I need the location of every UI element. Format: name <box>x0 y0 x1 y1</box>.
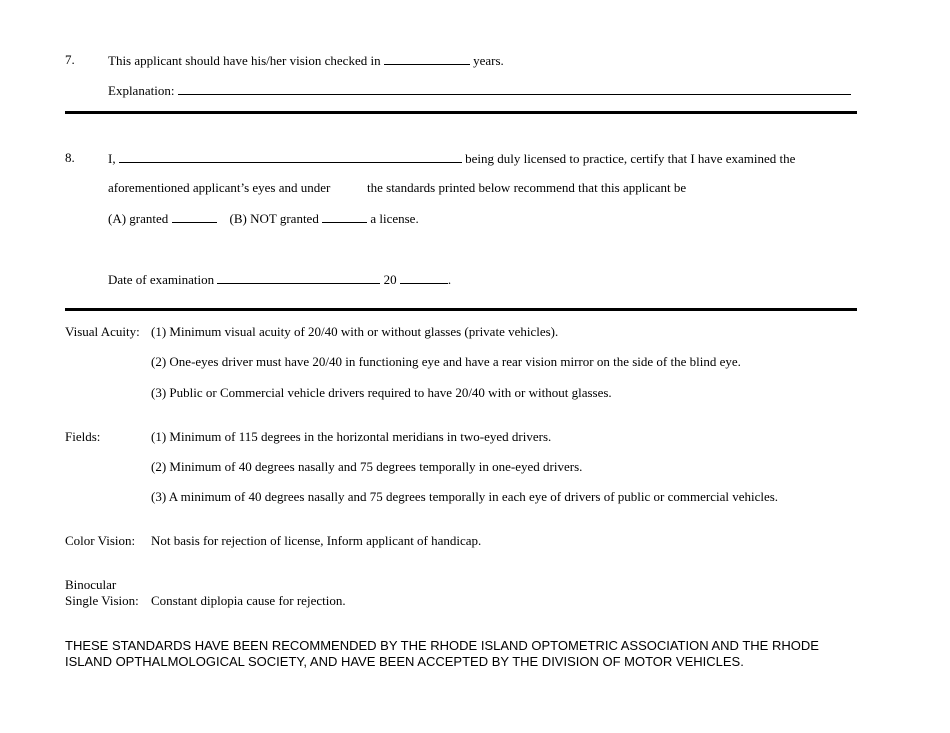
item-8-line2-b: the standards printed below recommend that this applicant be <box>367 180 687 195</box>
visual-acuity-item: (3) Public or Commercial vehicle drivers required to have 20/40 with or without glasses. <box>151 385 612 400</box>
year-suffix: . <box>447 272 452 287</box>
explanation-field[interactable] <box>178 82 851 95</box>
section-divider-2 <box>65 308 857 311</box>
item-7-number: 7. <box>65 52 75 67</box>
binocular-label-line2: Single Vision: <box>65 593 139 608</box>
explanation-label: Explanation: <box>108 83 175 98</box>
date-label: Date of examination <box>108 272 215 287</box>
item-8-line2-a: aforementioned applicant’s eyes and under <box>108 180 331 195</box>
item-8-decision-line <box>108 210 419 226</box>
fields-label: Fields: <box>65 429 101 444</box>
granted-field[interactable] <box>172 210 217 223</box>
item-8-number: 8. <box>65 150 75 165</box>
year-field[interactable] <box>400 271 448 284</box>
years-field[interactable] <box>384 52 470 65</box>
practitioner-name-field[interactable] <box>119 150 462 163</box>
binocular-label-line1: Binocular <box>65 577 117 592</box>
footer-line-2: ISLAND OPTHALMOLOGICAL SOCIETY, AND HAVE BEEN ACCEPTED BY THE DIVISION OF MOTOR VEHICLES. <box>65 654 744 669</box>
granted-label: (A) granted <box>108 211 169 226</box>
date-line <box>108 271 451 287</box>
license-text: a license. <box>370 211 419 226</box>
item-7-text-before: This applicant should have his/her vision checked in <box>108 53 381 68</box>
year-prefix: 20 <box>383 272 397 287</box>
explanation-line <box>108 82 851 98</box>
binocular-text: Constant diplopia cause for rejection. <box>151 593 346 608</box>
not-granted-label: (B) NOT granted <box>229 211 319 226</box>
footer-line-1: THESE STANDARDS HAVE BEEN RECOMMENDED BY THE RHODE ISLAND OPTOMETRIC ASSOCIATION AND THE RHODE <box>65 638 819 653</box>
fields-item: (3) A minimum of 40 degrees nasally and 75 degrees temporally in each eye of drivers of public or commercial vehicles. <box>151 489 779 504</box>
visual-acuity-item: (2) One-eyes driver must have 20/40 in functioning eye and have a rear vision mirror on the side of the blind eye. <box>151 354 741 369</box>
item-8-line1-end: being duly licensed to practice, certify that I have examined the <box>465 151 796 166</box>
visual-acuity-item: (1) Minimum visual acuity of 20/40 with or without glasses (private vehicles). <box>151 324 559 339</box>
fields-item: (1) Minimum of 115 degrees in the horizontal meridians in two-eyed drivers. <box>151 429 552 444</box>
color-vision-label: Color Vision: <box>65 533 136 548</box>
not-granted-field[interactable] <box>322 210 367 223</box>
color-vision-text: Not basis for rejection of license, Inform applicant of handicap. <box>151 533 482 548</box>
visual-acuity-label: Visual Acuity: <box>65 324 140 339</box>
item-7-line <box>108 52 504 68</box>
item-8-line-1 <box>108 150 795 166</box>
fields-item: (2) Minimum of 40 degrees nasally and 75 degrees temporally in one-eyed drivers. <box>151 459 583 474</box>
item-8-line1-start: I, <box>108 151 116 166</box>
date-field[interactable] <box>217 271 380 284</box>
item-7-text-after: years. <box>473 53 504 68</box>
section-divider-1 <box>65 111 857 114</box>
